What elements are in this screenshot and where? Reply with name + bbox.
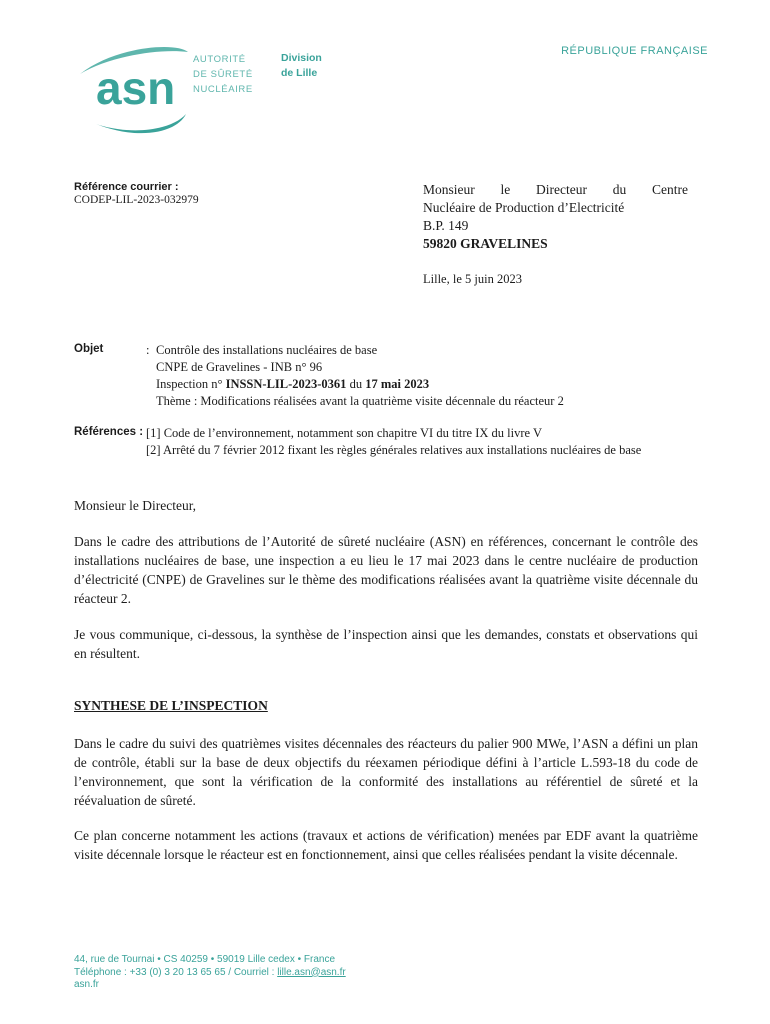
salutation: Monsieur le Directeur, (74, 498, 197, 513)
objet-line-2: CNPE de Gravelines - INB n° 96 (156, 360, 323, 374)
objet-inspection-code: INSSN-LIL-2023-0361 (225, 377, 347, 391)
authority-line-2: DE SÛRETÉ (193, 69, 253, 80)
footer-address: 44, rue de Tournai • CS 40259 • 59019 Lille cedex • France (74, 954, 336, 965)
paragraph-1: Dans le cadre des attributions de l’Autorité de sûreté nucléaire (ASN) en références, concernant le contrôle des installations nucléaires de base, une inspection a eu lieu le 17 mai 2023 dans le centre nucléaire de production d’électricité (CNPE) de Gravelines sur le thème des modifications réalisées avant la quatrième visite décennale du réacteur 2. (74, 534, 698, 606)
reference-item: [2] Arrêté du 7 février 2012 fixant les règles générales relatives aux installations nucléaires de base (146, 443, 642, 457)
objet-inspection-date: 17 mai 2023 (365, 377, 430, 391)
authority-line-1: AUTORITÉ (193, 54, 246, 65)
paragraph-4: Ce plan concerne notamment les actions (travaux et actions de vérification) menées par EDF avant la quatrième visite décennale lorsque le réacteur est en fonctionnement, ainsi que celles réalisées pendant la visite décennale. (74, 828, 698, 862)
authority-name (193, 52, 253, 97)
footer-website-link[interactable]: asn.fr (74, 979, 100, 990)
reference-label: Référence courrier : (74, 181, 179, 193)
footer-contact (74, 967, 346, 980)
letter-date: Lille, le 5 juin 2023 (423, 272, 522, 286)
paragraph-2: Je vous communique, ci-dessous, la synthèse de l’inspection ainsi que les demandes, constats et observations qui en résultent. (74, 627, 698, 661)
reference-item: [1] Code de l’environnement, notamment son chapitre VI du titre IX du livre V (146, 426, 542, 440)
recipient-line-2: Nucléaire de Production d’Electricité (423, 200, 625, 215)
division-name (281, 51, 322, 81)
paragraph-3: Dans le cadre du suivi des quatrièmes visites décennales des réacteurs du palier 900 MWe, l’ASN a défini un plan de contrôle, établi sur la base de deux objectifs du réexamen périodique défini à l’article L.593-18 du code de l’environnement, que sont la vérification de la conformité des installations au référentiel de sûreté et la réévaluation de sûreté. (74, 736, 698, 808)
objet-line-3 (156, 376, 564, 393)
objet-line-4: Thème : Modifications réalisées avant la quatrième visite décennale du réacteur 2 (156, 394, 564, 408)
authority-line-3: NUCLÉAIRE (193, 84, 253, 95)
objet-colon: : (146, 343, 150, 357)
recipient-address (423, 181, 688, 253)
asn-logo-text: asn (96, 62, 176, 114)
republique-francaise: RÉPUBLIQUE FRANÇAISE (561, 45, 708, 57)
footer-phone: Téléphone : +33 (0) 3 20 13 65 65 / Courriel : (74, 966, 278, 978)
reference-value: CODEP-LIL-2023-032979 (74, 194, 199, 206)
division-line-2: de Lille (281, 67, 318, 79)
objet-inspection-prefix: Inspection n° (156, 377, 226, 391)
footer (74, 954, 346, 992)
section-heading: SYNTHESE DE L’INSPECTION (74, 698, 268, 713)
division-line-1: Division (281, 52, 322, 64)
recipient-line-4: 59820 GRAVELINES (423, 236, 548, 251)
references-list (146, 425, 641, 459)
objet-line-1: Contrôle des installations nucléaires de base (156, 343, 378, 357)
footer-email-link[interactable]: lille.asn@asn.fr (277, 966, 346, 978)
recipient-line-3: B.P. 149 (423, 218, 469, 233)
objet-inspection-mid: du (346, 377, 366, 391)
references-label: Références : (74, 426, 144, 438)
recipient-line-1: Monsieur le Directeur du Centre (423, 182, 688, 197)
objet-label: Objet (74, 343, 104, 355)
objet-body (146, 342, 564, 410)
